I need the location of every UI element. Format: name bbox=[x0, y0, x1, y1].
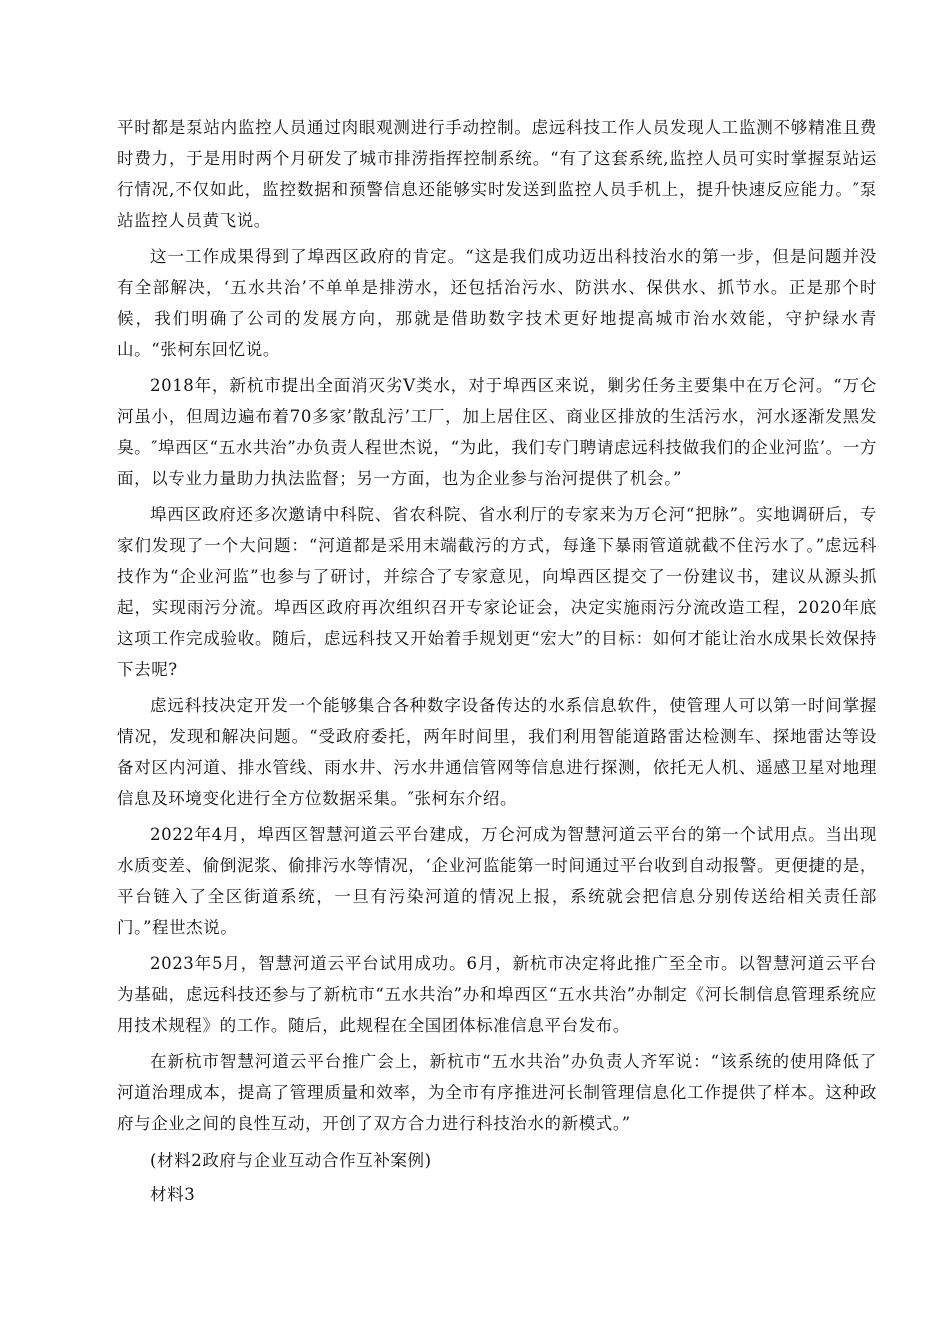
document-page bbox=[117, 112, 877, 1212]
next-material-heading: 材料3 bbox=[150, 1185, 196, 1204]
paragraph-expert-consultation: 埠西区政府还多次邀请中科院、省农科院、省水利厅的专家来为万仑河“把脉”。实地调研后，专家们发现了一个大问题：“河道都是采用末端截污的方式，每逢下暴雨管道就截不住污水了。”虑远科技作为“企业河监”也参与了研讨，并综合了专家意见，向埠西区提交了一份建议书，建议从源头抓起，实现雨污分流。埠西区政府再次组织召开专家论证会，决定实施雨污分流改造工程，2020年底这项工作完成验收。随后，虑远科技又开始着手规划更“宏大”的目标：如何才能让治水成果长效保持下去呢? bbox=[117, 505, 877, 679]
paragraph-pump-station: 平时都是泵站内监控人员通过肉眼观测进行手动控制。虑远科技工作人员发现人工监测不够精准且费时费力，于是用时两个月研发了城市排涝指挥控制系统。“有了这套系统,监控人员可实时掌握泵站运行情况,不仅如此，监控数据和预警信息还能够实时发送到监控人员手机上，提升快速反应能力。″泵站监控人员黄飞说。 bbox=[117, 118, 877, 230]
paragraph-government-recognition: 这一工作成果得到了埠西区政府的肯定。“这是我们成功迈出科技治水的第一步，但是问题并没有全部解决，‘五水共治’不单单是排涝水，还包括治污水、防洪水、保供水、抓节水。正是那个时候，我们明确了公司的发展方向，那就是借助数字技术更好地提高城市治水效能，守护绿水青山。“张柯东回忆说。 bbox=[117, 247, 877, 359]
material-caption: (材料2政府与企业互动合作互补案例) bbox=[150, 1151, 432, 1170]
paragraph-2018-wanlun-river: 2018年，新杭市提出全面消灭劣Ⅴ类水，对于埠西区来说，剿劣任务主要集中在万仑河。“万仑河虽小，但周边遍布着70多家’散乱污’工厂，加上居住区、商业区排放的生活污水，河水逐渐发黑发臭。″埠西区“五水共治”办负责人程世杰说，“为此，我们专门聘请虑远科技做我们的企业河监’。一方面，以专业力量助力执法监督；另一方面，也为企业参与治河提供了机会。” bbox=[117, 376, 877, 488]
paragraph-water-info-software: 虑远科技决定开发一个能够集合各种数字设备传达的水系信息软件，使管理人可以第一时间掌握情况，发现和解决问题。“受政府委托，两年时间里，我们利用智能道路雷达检测车、探地雷达等设备对区内河道、排水管线、雨水井、污水井通信管网等信息进行探测，依托无人机、遥感卫星对地理信息及环境变化进行全方位数据采集。″张柯东介绍。 bbox=[117, 696, 877, 808]
paragraph-2022-smart-platform: 2022年4月，埠西区智慧河道云平台建成，万仑河成为智慧河道云平台的第一个试用点。当出现水质变差、偷倒泥浆、偷排污水等情况，‘企业河监能第一时间通过平台收到自动报警。更便捷的是，平台链入了全区街道系统，一旦有污染河道的情况上报，系统就会把信息分别传送给相关责任部门。”程世杰说。 bbox=[117, 825, 877, 937]
paragraph-2023-citywide: 2023年5月，智慧河道云平台试用成功。6月，新杭市决定将此推广至全市。以智慧河道云平台为基础，虑远科技还参与了新杭市“五水共治”办和埠西区“五水共治”办制定《河长制信息管理系统应用技术规程》的工作。随后，此规程在全国团体标准信息平台发布。 bbox=[117, 954, 877, 1035]
paragraph-promotion-meeting: 在新杭市智慧河道云平台推广会上，新杭市“五水共治”办负责人齐军说：“该系统的使用降低了河道治理成本，提高了管理质量和效率，为全市有序推进河长制管理信息化工作提供了样本。这种政府与企业之间的良性互动，开创了双方合力进行科技治水的新模式。” bbox=[117, 1052, 877, 1133]
